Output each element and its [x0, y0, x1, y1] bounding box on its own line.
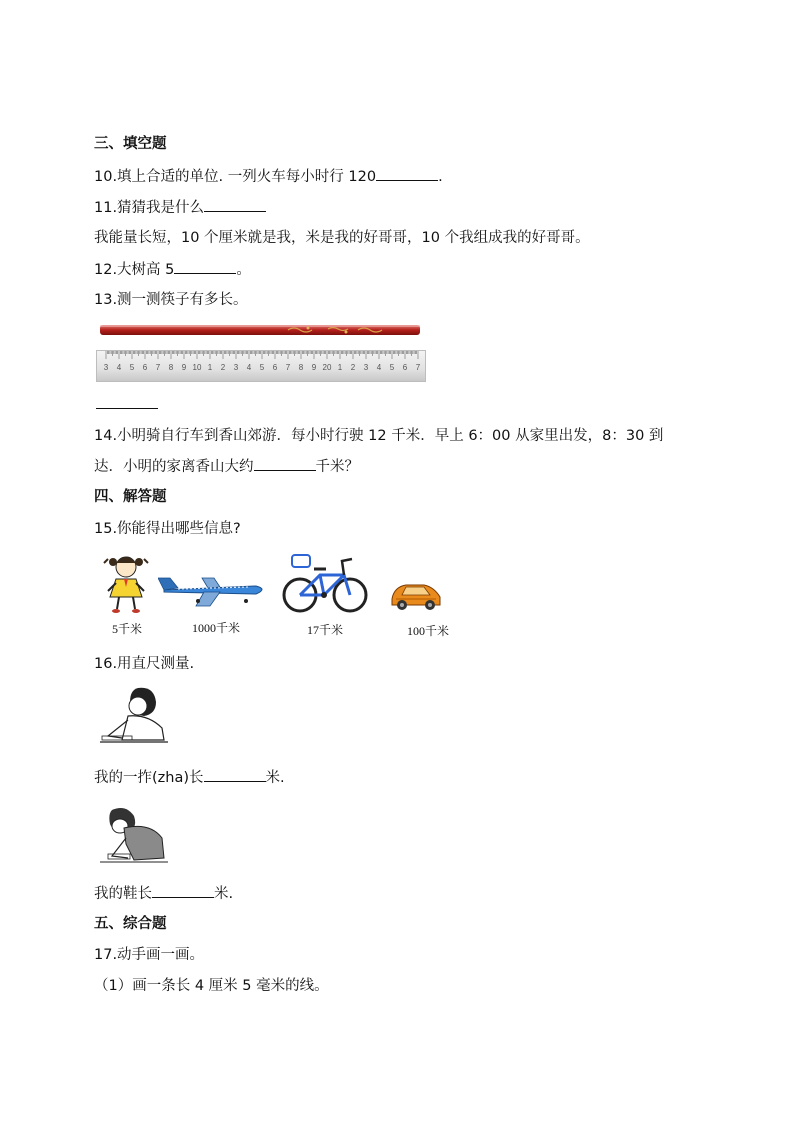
question-14-line1: 14.小明骑自行车到香山郊游．每小时行驶 12 千米．早上 6：00 从家里出发，8：30 到	[94, 428, 664, 444]
ruler-tick-label: 9	[311, 363, 317, 372]
ruler-tick-label: 7	[285, 363, 291, 372]
caption-car: 100千米	[407, 624, 450, 638]
ruler-tick-label: 6	[272, 363, 278, 372]
question-10	[94, 166, 443, 187]
ruler-tick-label: 5	[259, 363, 265, 372]
ruler-tick-label: 2	[220, 363, 226, 372]
ruler-tick-label: 3	[233, 363, 239, 372]
question-16-shoe-suffix: 米.	[214, 886, 234, 902]
ruler-tick-label: 6	[402, 363, 408, 372]
ruler-tick-label: 1	[337, 363, 343, 372]
ruler-tick-label: 4	[116, 363, 122, 372]
question-11-text: 11.猜猜我是什么	[94, 200, 205, 216]
caption-bicycle: 17千米	[307, 623, 344, 637]
ruler-tick-label: 4	[376, 363, 382, 372]
question-12-suffix: 。	[236, 262, 251, 278]
question-15-text: 15.你能得出哪些信息?	[94, 521, 241, 537]
question-17-text: 17.动手画一画。	[94, 947, 205, 963]
ruler-tick-label: 4	[246, 363, 252, 372]
question-11-riddle: 我能量长短，10 个厘米就是我，米是我的好哥哥，10 个我组成我的好哥哥。	[94, 230, 590, 246]
answer-blank-16-span[interactable]	[204, 767, 266, 782]
caption-girl: 5千米	[112, 622, 143, 636]
question-14-line2	[94, 456, 359, 477]
question-14-prefix: 达．小明的家离香山大约	[94, 459, 254, 475]
question-16-text: 16.用直尺测量.	[94, 656, 195, 672]
section-heading-answer: 四、解答题	[94, 489, 167, 505]
question-10-text: 10.填上合适的单位. 一列火车每小时行 120	[94, 169, 377, 185]
question-16-span-prefix: 我的一拃(zha)长	[94, 770, 204, 786]
car-image	[388, 577, 444, 613]
answer-blank-14[interactable]	[254, 456, 316, 471]
ruler-tick-label: 6	[142, 363, 148, 372]
ruler-tick-label: 5	[129, 363, 135, 372]
chopstick-image	[98, 320, 422, 340]
question-16-span	[94, 767, 285, 788]
question-17-part1: （1）画一条长 4 厘米 5 毫米的线。	[94, 978, 329, 994]
bicycle-image	[280, 551, 370, 615]
question-11	[94, 197, 266, 218]
boy-measuring-shoe-image	[98, 804, 170, 866]
ruler-tick-label: 3	[103, 363, 109, 372]
airplane-image	[158, 572, 270, 608]
ruler-tick-label: 7	[155, 363, 161, 372]
answer-blank-16-shoe[interactable]	[152, 883, 214, 898]
ruler-tick-label: 7	[415, 363, 421, 372]
caption-airplane: 1000千米	[192, 621, 241, 635]
section-heading-comprehensive: 五、综合题	[94, 916, 167, 932]
question-14-suffix: 千米？	[315, 459, 359, 475]
ruler-tick-label: 3	[363, 363, 369, 372]
question-13-text: 13.测一测筷子有多长。	[94, 292, 248, 308]
answer-blank-13[interactable]	[96, 408, 158, 409]
answer-blank-11[interactable]	[204, 197, 266, 212]
ruler-image	[96, 350, 426, 382]
question-12-text: 12.大树高 5	[94, 262, 175, 278]
section-heading-fill-in: 三、填空题	[94, 136, 167, 152]
question-16-span-suffix: 米.	[265, 770, 285, 786]
ruler-tick-label: 8	[168, 363, 174, 372]
answer-blank-12[interactable]	[174, 259, 236, 274]
ruler-tick-label: 9	[181, 363, 187, 372]
ruler-tick-label: 8	[298, 363, 304, 372]
question-12	[94, 259, 251, 280]
answer-blank-10[interactable]	[376, 166, 438, 181]
boy-measuring-hand-image	[98, 684, 170, 746]
ruler-tick-label: 10	[192, 363, 202, 372]
question-16-shoe-prefix: 我的鞋长	[94, 886, 152, 902]
ruler-tick-label: 2	[350, 363, 356, 372]
question-16-shoe	[94, 883, 233, 904]
girl-walking-image	[102, 553, 150, 615]
ruler-tick-label: 20	[322, 363, 332, 372]
ruler-tick-label: 1	[207, 363, 213, 372]
question-10-suffix: .	[438, 169, 443, 185]
ruler-tick-label: 5	[389, 363, 395, 372]
